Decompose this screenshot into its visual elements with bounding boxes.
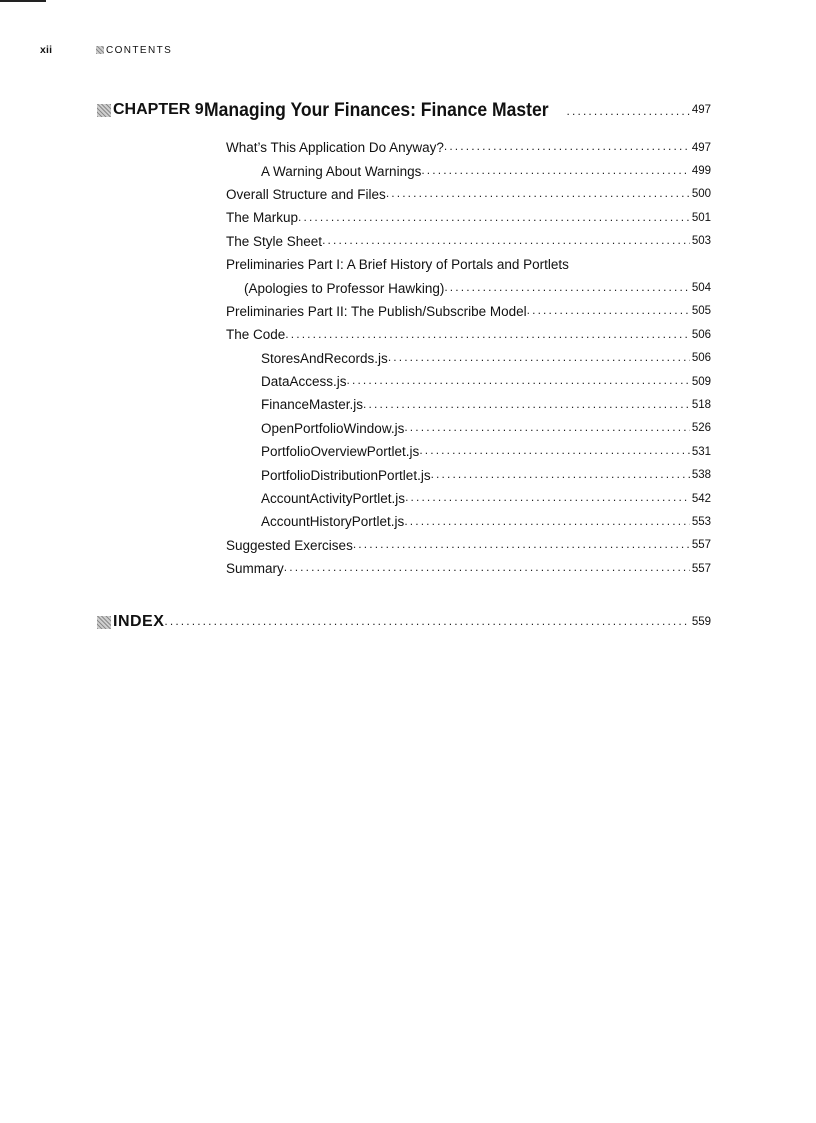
toc-entry-page: 526 xyxy=(691,422,711,435)
toc-entry-title: What’s This Application Do Anyway? xyxy=(226,140,444,156)
dot-leader xyxy=(298,210,690,230)
toc-entry-page: 501 xyxy=(691,211,711,224)
dot-leader xyxy=(284,560,690,580)
toc-entry-page: 504 xyxy=(691,282,711,295)
toc-entry-page: 557 xyxy=(691,562,711,575)
dot-leader xyxy=(404,420,689,440)
dot-leader xyxy=(347,373,690,393)
dot-leader xyxy=(421,163,689,183)
toc-entry-title: Preliminaries Part I: A Brief History of Portals and Portlets xyxy=(226,257,569,273)
running-head xyxy=(40,43,172,57)
toc-entry-line1[interactable] xyxy=(226,253,711,276)
toc-entry-title: Overall Structure and Files xyxy=(226,186,386,202)
toc-entry[interactable] xyxy=(226,300,711,323)
toc-entry[interactable] xyxy=(226,534,711,557)
toc-entry-title: The Markup xyxy=(226,210,299,226)
toc-entry[interactable] xyxy=(226,487,711,510)
dot-leader xyxy=(363,397,690,417)
dot-leader xyxy=(444,280,689,300)
running-head-section: CONTENTS xyxy=(106,44,173,56)
toc-entry-title: Preliminaries Part II: The Publish/Subscribe Model xyxy=(226,303,527,319)
toc-entry[interactable] xyxy=(226,393,711,416)
toc-entry-page: 538 xyxy=(691,469,711,482)
top-rule xyxy=(0,0,46,2)
hatch-marker-icon xyxy=(97,616,111,629)
toc-entry-page: 553 xyxy=(691,515,711,528)
toc-entry-title: AccountActivityPortlet.js xyxy=(261,491,406,507)
toc-entry[interactable] xyxy=(226,370,711,393)
toc-entry-title: Suggested Exercises xyxy=(226,537,353,553)
dot-leader xyxy=(285,327,690,347)
toc-entry-page: 518 xyxy=(691,398,711,411)
toc-entry[interactable] xyxy=(226,159,711,182)
toc-entry-page: 509 xyxy=(691,375,711,388)
dot-leader xyxy=(419,443,690,463)
toc-entry-page: 500 xyxy=(691,188,711,201)
toc-entry-title: PortfolioOverviewPortlet.js xyxy=(261,444,420,460)
dot-leader xyxy=(388,350,690,370)
dot-leader xyxy=(527,303,690,323)
toc-entry-title: The Style Sheet xyxy=(226,233,323,249)
toc-entries xyxy=(226,136,711,580)
dot-leader xyxy=(322,233,690,253)
index-label: INDEX xyxy=(97,613,164,631)
dot-leader xyxy=(431,467,690,487)
toc-entry[interactable] xyxy=(226,557,711,580)
toc-entry[interactable] xyxy=(226,183,711,206)
toc-entry-title: A Warning About Warnings xyxy=(261,163,422,179)
toc-entry-title: AccountHistoryPortlet.js xyxy=(261,514,405,530)
toc-entry[interactable] xyxy=(226,206,711,229)
dot-leader xyxy=(386,186,690,206)
toc-entry-title: OpenPortfolioWindow.js xyxy=(261,420,405,436)
dot-leader xyxy=(353,537,690,557)
dot-leader xyxy=(404,514,690,534)
toc-entry-page: 505 xyxy=(691,305,711,318)
toc-entry-line2[interactable] xyxy=(226,276,711,299)
toc-entry-title: PortfolioDistributionPortlet.js xyxy=(261,467,431,483)
toc-entry-page: 497 xyxy=(691,141,711,154)
dot-leader xyxy=(164,614,689,634)
toc-entry-page: 531 xyxy=(691,445,711,458)
dot-leader xyxy=(405,490,690,510)
toc-entry[interactable] xyxy=(226,510,711,533)
toc-entry-page: 542 xyxy=(691,492,711,505)
toc-entry[interactable] xyxy=(226,136,711,159)
toc-entry-title: DataAccess.js xyxy=(261,374,347,390)
hatch-marker-icon xyxy=(96,46,104,54)
dot-leader xyxy=(444,139,690,159)
chapter-title: Managing Your Finances: Finance Master xyxy=(203,98,549,121)
toc-entry-title: FinanceMaster.js xyxy=(261,397,364,413)
toc-entry[interactable] xyxy=(226,417,711,440)
toc-entry[interactable] xyxy=(226,440,711,463)
toc-entry-title: StoresAndRecords.js xyxy=(261,350,388,366)
toc-entry-page: 506 xyxy=(691,328,711,341)
chapter-heading[interactable] xyxy=(97,96,711,124)
toc-entry-page: 499 xyxy=(691,165,711,178)
index-page: 559 xyxy=(691,616,711,628)
toc-entry-title: (Apologies to Professor Hawking) xyxy=(244,280,445,296)
toc-entry-page: 557 xyxy=(691,539,711,552)
toc-entry[interactable] xyxy=(226,347,711,370)
toc-entry-title: The Code xyxy=(226,327,286,343)
dot-leader xyxy=(567,104,690,124)
hatch-marker-icon xyxy=(97,104,111,117)
page-number: xii xyxy=(40,44,53,56)
toc-entry[interactable] xyxy=(226,230,711,253)
chapter-page: 497 xyxy=(691,104,711,116)
toc-entry[interactable] xyxy=(226,323,711,346)
toc-entry-title: Summary xyxy=(226,561,284,577)
index-heading[interactable] xyxy=(97,610,711,634)
toc-entry-page: 506 xyxy=(691,352,711,365)
toc-entry-page: 503 xyxy=(691,235,711,248)
chapter-label: CHAPTER 9 xyxy=(97,101,204,119)
toc-entry[interactable] xyxy=(226,463,711,486)
